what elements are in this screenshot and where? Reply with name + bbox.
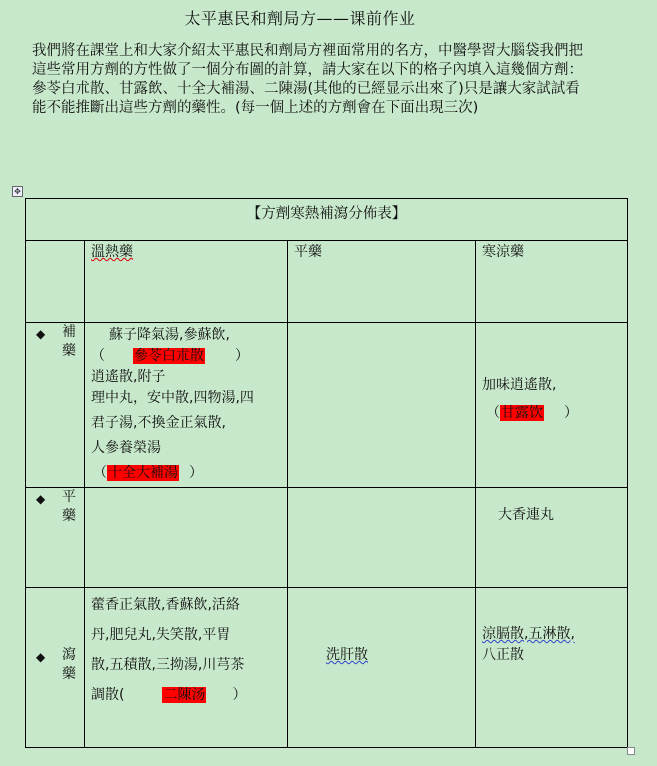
- row-label-ping: [26, 488, 85, 588]
- row-label-bu: [26, 323, 85, 488]
- xie-cold-line2: 八正散: [482, 647, 524, 663]
- bullet-icon: ◆: [36, 650, 46, 664]
- xie-warm-line1: 藿香正氣散,香蘇飲,活絡: [91, 597, 240, 613]
- header-warm-text: 溫熱藥: [91, 244, 133, 260]
- bu-warm-line6: 人參養榮湯: [91, 440, 161, 456]
- bu-warm-line3: 逍遙散,附子: [91, 369, 166, 385]
- ping-cold-text: 大香連丸: [498, 507, 554, 523]
- xie-neutral-text: 洗肝散: [326, 647, 368, 663]
- answer-shiquan-dabu[interactable]: 十全大補湯: [108, 465, 178, 481]
- header-neutral[interactable]: [288, 241, 476, 323]
- cell-ping-warm[interactable]: [85, 488, 288, 588]
- row-label-bu-text: 補藥: [62, 324, 76, 359]
- bu-warm-line7: （十全大補湯 ）: [93, 465, 203, 481]
- table-move-handle-icon[interactable]: ✥: [12, 186, 23, 197]
- answer-shenling-baizhu[interactable]: 參苓白朮散: [134, 348, 204, 364]
- answer-erchen-tang[interactable]: 二陳汤: [163, 687, 206, 703]
- bu-warm-line2: （ 參苓白朮散 ）: [91, 348, 249, 364]
- page-title: 太平惠民和劑局方——课前作业: [184, 9, 416, 28]
- bullet-icon: ◆: [36, 327, 46, 341]
- row-label-xie: [26, 588, 85, 748]
- table-caption: 【方劑寒熱補瀉分佈表】: [26, 199, 628, 241]
- header-corner-cell: [26, 241, 85, 323]
- header-warm[interactable]: [85, 241, 288, 323]
- cell-bu-warm[interactable]: [85, 323, 288, 488]
- xie-warm-line3: 散,五積散,三拗湯,川芎茶: [91, 657, 245, 673]
- cell-bu-cold[interactable]: [476, 323, 628, 488]
- formula-distribution-table: [25, 198, 628, 748]
- intro-paragraph: 我們將在課堂上和大家介紹太平惠民和劑局方裡面常用的名方，中醫學習大腦袋我們把這些常用方劑的方性做了一個分布圖的計算，請大家在以下的格子內填入這幾個方劑：參苓白朮散、甘露飲、十全大補湯、二陳湯(其他的已經显示出來了)只是讓大家試試看能不能推斷出這些方劑的藥性。(每一個上述的方劑會在下面出現三次): [32, 43, 583, 116]
- bu-cold-line1: 加味逍遙散,: [482, 377, 557, 393]
- row-label-ping-text: 平藥: [62, 489, 76, 524]
- bullet-icon: ◆: [36, 492, 46, 506]
- table-resize-handle[interactable]: [627, 747, 635, 755]
- cell-xie-cold[interactable]: [476, 588, 628, 748]
- bu-warm-line4: 理中丸，安中散,四物湯,四: [91, 390, 254, 406]
- cell-ping-neutral[interactable]: [288, 488, 476, 588]
- cell-ping-cold[interactable]: [476, 488, 628, 588]
- cell-bu-neutral[interactable]: [288, 323, 476, 488]
- answer-ganlu-yin[interactable]: 甘露饮: [501, 405, 543, 421]
- header-cold-text: 寒涼藥: [482, 244, 524, 260]
- cell-xie-warm[interactable]: [85, 588, 288, 748]
- row-label-xie-text: 瀉藥: [62, 647, 76, 682]
- xie-cold-line1: 涼膈散,五淋散,: [482, 626, 575, 642]
- bu-warm-line1: 蘇子降氣湯,參蘇飲,: [109, 327, 230, 343]
- bu-warm-line5: 君子湯,不換金正氣散,: [91, 415, 226, 431]
- header-neutral-text: 平藥: [294, 244, 322, 260]
- header-cold[interactable]: [476, 241, 628, 323]
- xie-warm-line4: 調散( 二陳汤 ）: [91, 687, 247, 703]
- xie-warm-line2: 丹,肥兒丸,失笑散,平胃: [91, 627, 231, 643]
- bu-cold-line2: （甘露饮 ）: [486, 405, 578, 421]
- cell-xie-neutral[interactable]: [288, 588, 476, 748]
